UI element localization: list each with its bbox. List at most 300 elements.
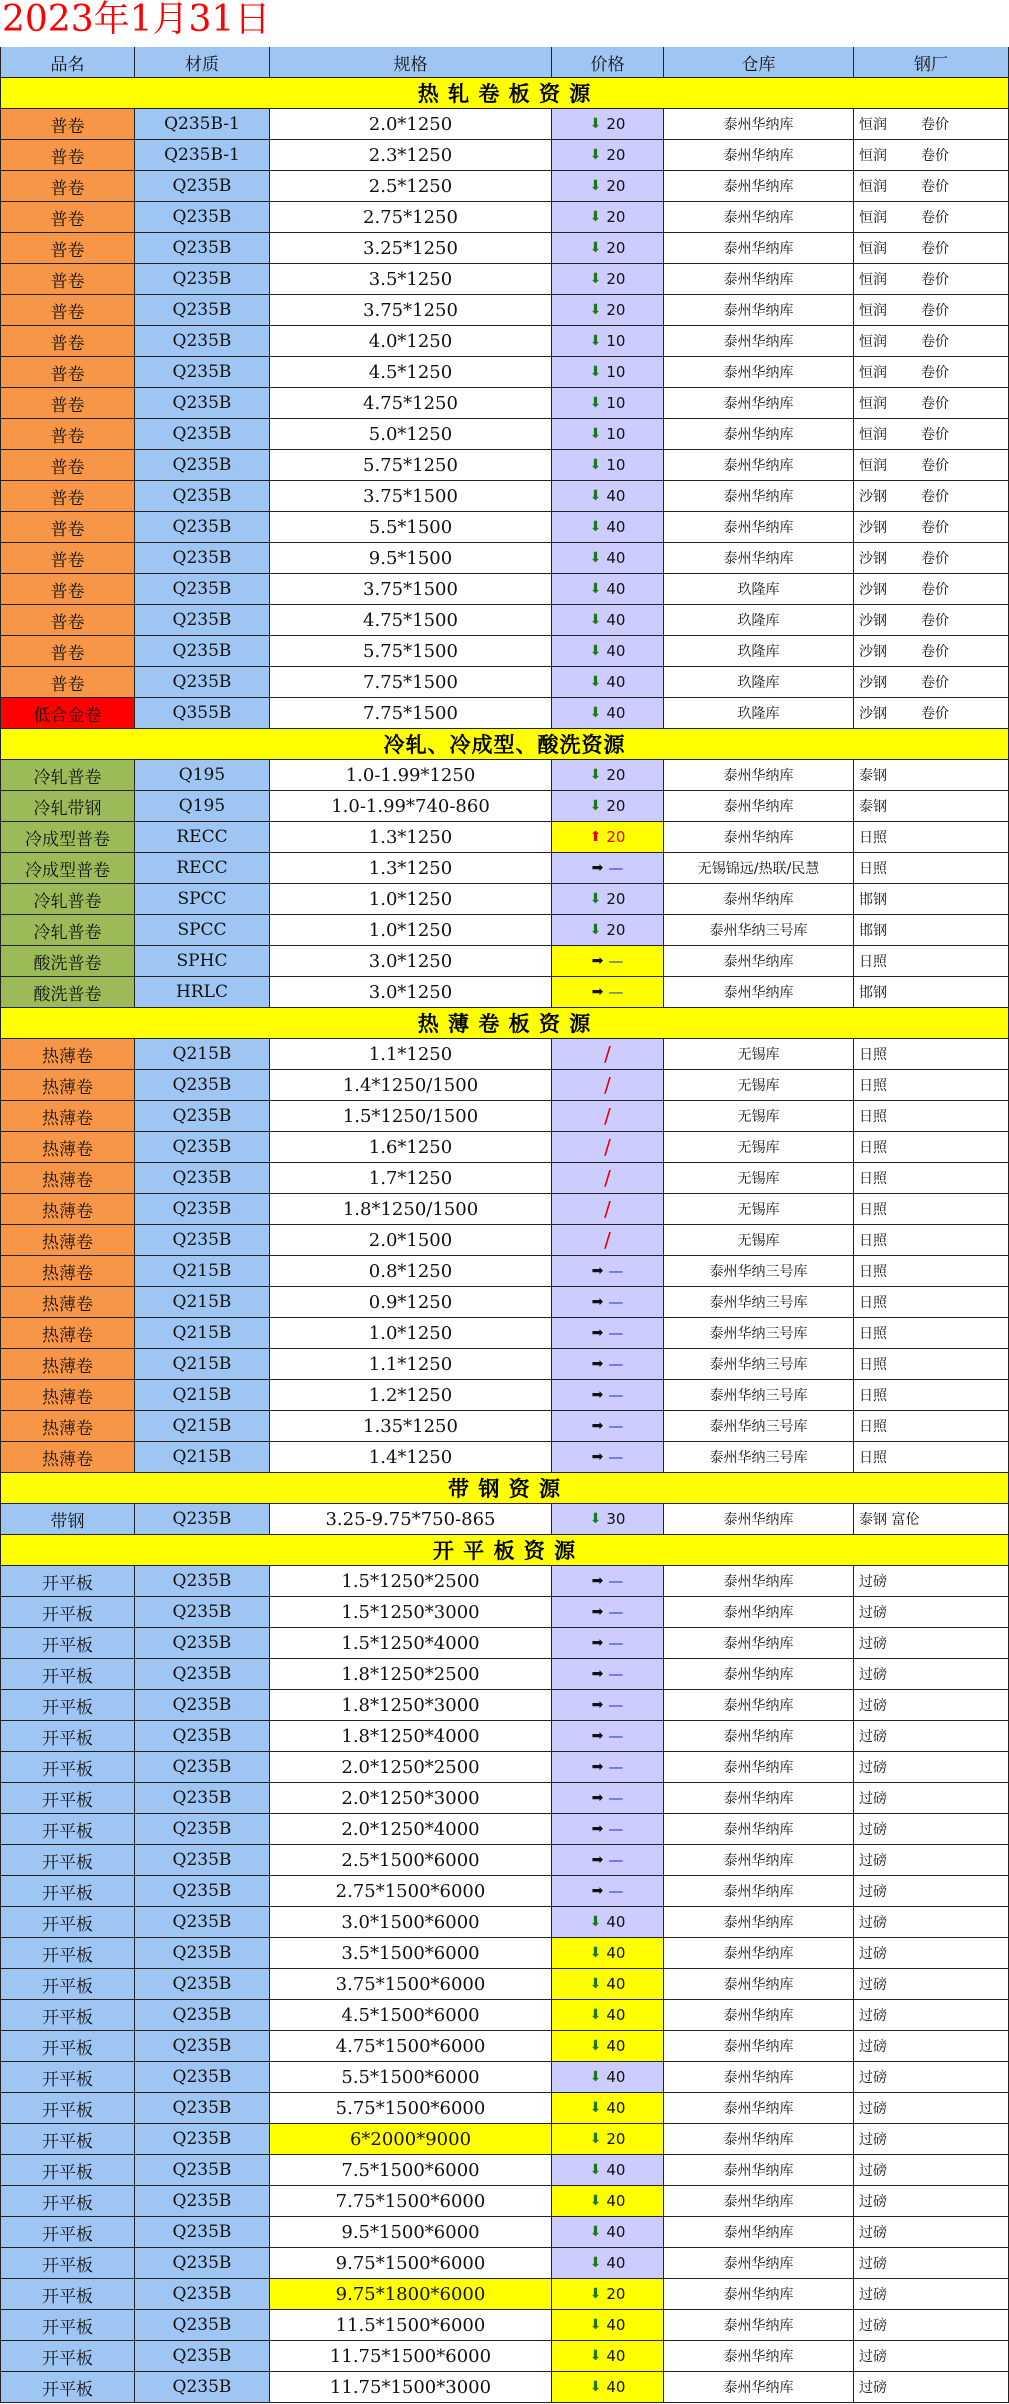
- material: Q235B: [135, 1566, 270, 1597]
- mill: [854, 1566, 1009, 1597]
- product-name[interactable]: 开平板: [0, 2062, 135, 2093]
- price: [552, 636, 664, 667]
- warehouse: 泰州华纳库: [664, 109, 854, 140]
- price-basis: 卷价: [921, 520, 949, 536]
- down-arrow-icon: ⬇: [589, 2286, 602, 2302]
- table-row: [0, 295, 1009, 326]
- product-name[interactable]: 开平板: [0, 2372, 135, 2403]
- price-value: 20: [606, 239, 626, 257]
- product-name[interactable]: 热薄卷: [0, 1442, 135, 1473]
- price-value: 40: [606, 2316, 626, 2334]
- spec: 1.8*1250/1500: [270, 1194, 552, 1225]
- material: Q235B: [135, 2155, 270, 2186]
- table-row: [0, 1225, 1009, 1256]
- mill: [854, 326, 1009, 357]
- mill-name: 恒润: [859, 272, 887, 288]
- mill-name: 沙钢: [859, 582, 887, 598]
- price: [552, 2124, 664, 2155]
- warehouse: 泰州华纳库: [664, 512, 854, 543]
- product-name[interactable]: 热薄卷: [0, 1132, 135, 1163]
- mill: [854, 1349, 1009, 1380]
- product-name[interactable]: 开平板: [0, 1938, 135, 1969]
- down-arrow-icon: ⬇: [589, 147, 602, 163]
- material: Q215B: [135, 1380, 270, 1411]
- price: [552, 977, 664, 1008]
- mill-name: 过磅: [859, 1760, 887, 1776]
- spec: 2.0*1250*3000: [270, 1783, 552, 1814]
- product-name[interactable]: 热薄卷: [0, 1225, 135, 1256]
- warehouse: 玖隆库: [664, 667, 854, 698]
- table-row: [0, 915, 1009, 946]
- price-value: —: [608, 1448, 624, 1466]
- price-basis: 卷价: [921, 117, 949, 133]
- mill-name: 过磅: [859, 1698, 887, 1714]
- warehouse: 无锡锦远/热联/民慧: [664, 853, 854, 884]
- product-name[interactable]: 热薄卷: [0, 1318, 135, 1349]
- price: [552, 1132, 664, 1163]
- down-arrow-icon: ⬇: [589, 457, 602, 473]
- material: Q235B: [135, 326, 270, 357]
- mill-name: 日照: [859, 861, 887, 877]
- product-name[interactable]: 冷成型普卷: [0, 853, 135, 884]
- table-row: [0, 1039, 1009, 1070]
- spec: 1.8*1250*3000: [270, 1690, 552, 1721]
- down-arrow-icon: ⬇: [589, 116, 602, 132]
- product-name[interactable]: 开平板: [0, 2279, 135, 2310]
- warehouse: 泰州华纳库: [664, 543, 854, 574]
- mill-name: 过磅: [859, 1791, 887, 1807]
- product-name[interactable]: 开平板: [0, 1814, 135, 1845]
- price: [552, 1566, 664, 1597]
- table-row: [0, 1132, 1009, 1163]
- spec: 2.5*1500*6000: [270, 1845, 552, 1876]
- price-value: 40: [606, 2223, 626, 2241]
- product-name[interactable]: 普卷: [0, 388, 135, 419]
- product-name[interactable]: 普卷: [0, 202, 135, 233]
- price-value: —: [608, 1572, 624, 1590]
- product-name[interactable]: 普卷: [0, 574, 135, 605]
- warehouse: 泰州华纳库: [664, 1659, 854, 1690]
- mill: [854, 171, 1009, 202]
- product-name[interactable]: 冷轧带钢: [0, 791, 135, 822]
- product-name[interactable]: 普卷: [0, 357, 135, 388]
- mill-name: 过磅: [859, 2256, 887, 2272]
- section-title: 热 薄 卷 板 资 源: [0, 1008, 1009, 1039]
- product-name[interactable]: 开平板: [0, 1566, 135, 1597]
- material: Q215B: [135, 1442, 270, 1473]
- spec: 1.3*1250: [270, 822, 552, 853]
- price-table: [0, 47, 1009, 2403]
- mill-name: 过磅: [859, 2101, 887, 2117]
- mill-name: 过磅: [859, 2132, 887, 2148]
- mill-name: 过磅: [859, 2070, 887, 2086]
- material: Q235B: [135, 1070, 270, 1101]
- material: Q235B: [135, 512, 270, 543]
- price-value: —: [608, 1851, 624, 1869]
- table-row: [0, 1380, 1009, 1411]
- section-header: [0, 78, 1009, 109]
- material: Q235B: [135, 574, 270, 605]
- price-basis: 卷价: [921, 458, 949, 474]
- mill: [854, 140, 1009, 171]
- product-name[interactable]: 酸洗普卷: [0, 946, 135, 977]
- product-name[interactable]: 开平板: [0, 2000, 135, 2031]
- price-value: 10: [606, 332, 626, 350]
- mill-name: 邯钢: [859, 892, 887, 908]
- down-arrow-icon: ⬇: [589, 705, 602, 721]
- material: SPHC: [135, 946, 270, 977]
- spec: 1.35*1250: [270, 1411, 552, 1442]
- price-basis: 卷价: [921, 334, 949, 350]
- warehouse: 泰州华纳库: [664, 388, 854, 419]
- material: Q235B: [135, 2000, 270, 2031]
- mill: [854, 2341, 1009, 2372]
- product-name[interactable]: 开平板: [0, 1597, 135, 1628]
- material: Q235B: [135, 1504, 270, 1535]
- price: [552, 2279, 664, 2310]
- price: [552, 1318, 664, 1349]
- product-name[interactable]: 普卷: [0, 233, 135, 264]
- price: [552, 202, 664, 233]
- price-basis: 卷价: [921, 241, 949, 257]
- spec: 1.7*1250: [270, 1163, 552, 1194]
- price-value: 20: [606, 208, 626, 226]
- table-row: [0, 1287, 1009, 1318]
- product-name[interactable]: 普卷: [0, 264, 135, 295]
- warehouse: 泰州华纳库: [664, 1814, 854, 1845]
- mill-name: 过磅: [859, 2194, 887, 2210]
- product-name[interactable]: 热薄卷: [0, 1163, 135, 1194]
- price-value: 40: [606, 580, 626, 598]
- material: Q235B: [135, 2031, 270, 2062]
- price: [552, 698, 664, 729]
- right-arrow-icon: ➡: [591, 984, 604, 1000]
- product-name[interactable]: 冷轧普卷: [0, 915, 135, 946]
- price-value: —: [608, 859, 624, 877]
- product-name[interactable]: 开平板: [0, 2186, 135, 2217]
- down-arrow-icon: ⬇: [589, 581, 602, 597]
- product-name[interactable]: 普卷: [0, 326, 135, 357]
- price: [552, 1845, 664, 1876]
- product-name[interactable]: 开平板: [0, 2124, 135, 2155]
- warehouse: 泰州华纳库: [664, 2124, 854, 2155]
- material: Q235B: [135, 2248, 270, 2279]
- product-name[interactable]: 普卷: [0, 419, 135, 450]
- warehouse: 泰州华纳三号库: [664, 1380, 854, 1411]
- product-name[interactable]: 普卷: [0, 512, 135, 543]
- material: Q235B: [135, 171, 270, 202]
- mill: [854, 2248, 1009, 2279]
- price-basis: 卷价: [921, 303, 949, 319]
- mill-name: 恒润: [859, 117, 887, 133]
- price-value: 10: [606, 456, 626, 474]
- product-name[interactable]: 热薄卷: [0, 1101, 135, 1132]
- price-value: —: [608, 1417, 624, 1435]
- material: Q215B: [135, 1411, 270, 1442]
- mill: [854, 1194, 1009, 1225]
- material: Q235B: [135, 1101, 270, 1132]
- product-name[interactable]: 开平板: [0, 1783, 135, 1814]
- price-value: 20: [606, 797, 626, 815]
- spec: 2.0*1500: [270, 1225, 552, 1256]
- mill: [854, 109, 1009, 140]
- price-value: 20: [606, 270, 626, 288]
- material: Q235B: [135, 450, 270, 481]
- product-name[interactable]: 冷轧普卷: [0, 760, 135, 791]
- product-name[interactable]: 普卷: [0, 543, 135, 574]
- price-basis: 卷价: [921, 365, 949, 381]
- mill-name: 过磅: [859, 2008, 887, 2024]
- spec: 1.1*1250: [270, 1349, 552, 1380]
- spec: 1.5*1250*3000: [270, 1597, 552, 1628]
- product-name[interactable]: 开平板: [0, 1876, 135, 1907]
- material: Q235B: [135, 1659, 270, 1690]
- mill-name: 日照: [859, 1171, 887, 1187]
- header-mill: 钢厂: [854, 47, 1009, 78]
- spec: 7.75*1500: [270, 698, 552, 729]
- mill-name: 恒润: [859, 427, 887, 443]
- warehouse: 无锡库: [664, 1194, 854, 1225]
- product-name[interactable]: 热薄卷: [0, 1287, 135, 1318]
- product-name[interactable]: 普卷: [0, 109, 135, 140]
- mill-name: 邯钢: [859, 923, 887, 939]
- down-arrow-icon: ⬇: [589, 2193, 602, 2209]
- header-name: 品名: [0, 47, 135, 78]
- material: Q235B: [135, 667, 270, 698]
- material: Q235B: [135, 1907, 270, 1938]
- right-arrow-icon: ➡: [591, 1697, 604, 1713]
- price-value: 10: [606, 394, 626, 412]
- spec: 3.5*1250: [270, 264, 552, 295]
- mill-name: 日照: [859, 1264, 887, 1280]
- price-value: —: [608, 952, 624, 970]
- material: Q215B: [135, 1039, 270, 1070]
- table-row: [0, 1597, 1009, 1628]
- spec: 0.8*1250: [270, 1256, 552, 1287]
- table-row: [0, 2310, 1009, 2341]
- warehouse: 泰州华纳库: [664, 2217, 854, 2248]
- table-row: [0, 760, 1009, 791]
- warehouse: 泰州华纳库: [664, 1969, 854, 2000]
- product-name[interactable]: 开平板: [0, 2310, 135, 2341]
- mill-name: 日照: [859, 954, 887, 970]
- mill-name: 日照: [859, 1295, 887, 1311]
- product-name[interactable]: 酸洗普卷: [0, 977, 135, 1008]
- mill: [854, 822, 1009, 853]
- table-row: [0, 1504, 1009, 1535]
- table-row: [0, 326, 1009, 357]
- right-arrow-icon: ➡: [591, 1666, 604, 1682]
- mill: [854, 1597, 1009, 1628]
- product-name[interactable]: 开平板: [0, 2031, 135, 2062]
- spec: 4.75*1250: [270, 388, 552, 419]
- material: Q235B: [135, 1969, 270, 2000]
- warehouse: 泰州华纳库: [664, 1504, 854, 1535]
- material: Q235B: [135, 2341, 270, 2372]
- table-row: [0, 2279, 1009, 2310]
- mill: [854, 419, 1009, 450]
- mill-name: 过磅: [859, 1605, 887, 1621]
- product-name[interactable]: 开平板: [0, 1907, 135, 1938]
- price-value: 20: [606, 2130, 626, 2148]
- down-arrow-icon: ⬇: [589, 2379, 602, 2395]
- mill: [854, 1938, 1009, 1969]
- product-name[interactable]: 普卷: [0, 605, 135, 636]
- down-arrow-icon: ⬇: [589, 2348, 602, 2364]
- table-header: [0, 47, 1009, 78]
- mill-name: 泰钢: [859, 768, 887, 784]
- down-arrow-icon: ⬇: [589, 519, 602, 535]
- spec: 2.0*1250*2500: [270, 1752, 552, 1783]
- table-row: [0, 202, 1009, 233]
- table-row: [0, 1318, 1009, 1349]
- product-name[interactable]: 开平板: [0, 1721, 135, 1752]
- price-value: 40: [606, 2161, 626, 2179]
- price-value: —: [608, 1789, 624, 1807]
- price-basis: 卷价: [921, 613, 949, 629]
- product-name[interactable]: 热薄卷: [0, 1380, 135, 1411]
- price: [552, 388, 664, 419]
- material: Q235B-1: [135, 140, 270, 171]
- product-name[interactable]: 热薄卷: [0, 1349, 135, 1380]
- product-name[interactable]: 开平板: [0, 1845, 135, 1876]
- product-name[interactable]: 普卷: [0, 636, 135, 667]
- mill: [854, 1969, 1009, 2000]
- spec: 9.5*1500: [270, 543, 552, 574]
- spec: 1.0*1250: [270, 884, 552, 915]
- spec: 3.75*1500*6000: [270, 1969, 552, 2000]
- product-name[interactable]: 开平板: [0, 2217, 135, 2248]
- product-name[interactable]: 开平板: [0, 1969, 135, 2000]
- price-value: 20: [606, 177, 626, 195]
- mill: [854, 295, 1009, 326]
- product-name[interactable]: 热薄卷: [0, 1256, 135, 1287]
- mill-name: 恒润: [859, 365, 887, 381]
- product-name[interactable]: 普卷: [0, 171, 135, 202]
- product-name[interactable]: 冷轧普卷: [0, 884, 135, 915]
- spec: 0.9*1250: [270, 1287, 552, 1318]
- material: Q235B: [135, 1845, 270, 1876]
- product-name[interactable]: 热薄卷: [0, 1039, 135, 1070]
- price: [552, 1969, 664, 2000]
- mill: [854, 264, 1009, 295]
- product-name[interactable]: 开平板: [0, 1628, 135, 1659]
- product-name[interactable]: 开平板: [0, 1752, 135, 1783]
- right-arrow-icon: ➡: [591, 1883, 604, 1899]
- mill-name: 恒润: [859, 396, 887, 412]
- price-value: /: [604, 1166, 611, 1190]
- price-value: —: [608, 1293, 624, 1311]
- material: Q235B: [135, 419, 270, 450]
- price-value: 40: [606, 1944, 626, 1962]
- product-name[interactable]: 开平板: [0, 2155, 135, 2186]
- material: Q355B: [135, 698, 270, 729]
- table-row: [0, 357, 1009, 388]
- table-row: [0, 698, 1009, 729]
- mill-name: 日照: [859, 1078, 887, 1094]
- product-name[interactable]: 普卷: [0, 667, 135, 698]
- price-value: /: [604, 1135, 611, 1159]
- warehouse: 泰州华纳库: [664, 357, 854, 388]
- product-name[interactable]: 普卷: [0, 140, 135, 171]
- mill: [854, 1783, 1009, 1814]
- warehouse: 无锡库: [664, 1039, 854, 1070]
- mill-name: 沙钢: [859, 613, 887, 629]
- table-row: [0, 1876, 1009, 1907]
- price: [552, 171, 664, 202]
- product-name[interactable]: 开平板: [0, 2248, 135, 2279]
- material: Q235B: [135, 2310, 270, 2341]
- material: HRLC: [135, 977, 270, 1008]
- product-name[interactable]: 低合金卷: [0, 698, 135, 729]
- price-value: 20: [606, 890, 626, 908]
- material: Q235B: [135, 1752, 270, 1783]
- product-name[interactable]: 带钢: [0, 1504, 135, 1535]
- material: Q235B: [135, 1814, 270, 1845]
- down-arrow-icon: ⬇: [589, 209, 602, 225]
- material: Q235B: [135, 1163, 270, 1194]
- price: [552, 450, 664, 481]
- mill-name: 恒润: [859, 241, 887, 257]
- price: [552, 2155, 664, 2186]
- spec: 1.8*1250*2500: [270, 1659, 552, 1690]
- product-name[interactable]: 热薄卷: [0, 1411, 135, 1442]
- section-header: [0, 729, 1009, 760]
- material: Q235B: [135, 543, 270, 574]
- warehouse: 玖隆库: [664, 698, 854, 729]
- price-value: 40: [606, 549, 626, 567]
- warehouse: 泰州华纳库: [664, 1597, 854, 1628]
- product-name[interactable]: 热薄卷: [0, 1070, 135, 1101]
- section-title: 带 钢 资 源: [0, 1473, 1009, 1504]
- price-basis: 卷价: [921, 272, 949, 288]
- price-value: —: [608, 1758, 624, 1776]
- mill-name: 过磅: [859, 2287, 887, 2303]
- product-name[interactable]: 普卷: [0, 450, 135, 481]
- price: [552, 2310, 664, 2341]
- material: RECC: [135, 822, 270, 853]
- warehouse: 泰州华纳库: [664, 2000, 854, 2031]
- price: [552, 1659, 664, 1690]
- material: Q235B: [135, 2093, 270, 2124]
- price: [552, 2093, 664, 2124]
- spec: 5.5*1500*6000: [270, 2062, 552, 2093]
- mill-name: 沙钢: [859, 489, 887, 505]
- product-name[interactable]: 热薄卷: [0, 1194, 135, 1225]
- price: [552, 2248, 664, 2279]
- price-value: /: [604, 1073, 611, 1097]
- product-name[interactable]: 普卷: [0, 481, 135, 512]
- section-header: [0, 1535, 1009, 1566]
- product-name[interactable]: 开平板: [0, 1659, 135, 1690]
- mill: [854, 543, 1009, 574]
- product-name[interactable]: 冷成型普卷: [0, 822, 135, 853]
- section-title: 冷轧、冷成型、酸洗资源: [0, 729, 1009, 760]
- warehouse: 泰州华纳库: [664, 295, 854, 326]
- spec: 2.0*1250: [270, 109, 552, 140]
- product-name[interactable]: 开平板: [0, 1690, 135, 1721]
- table-row: [0, 1349, 1009, 1380]
- product-name[interactable]: 普卷: [0, 295, 135, 326]
- spec: 1.6*1250: [270, 1132, 552, 1163]
- mill: [854, 450, 1009, 481]
- product-name[interactable]: 开平板: [0, 2093, 135, 2124]
- price: [552, 1256, 664, 1287]
- product-name[interactable]: 开平板: [0, 2341, 135, 2372]
- price-value: —: [608, 1603, 624, 1621]
- warehouse: 泰州华纳库: [664, 326, 854, 357]
- warehouse: 玖隆库: [664, 574, 854, 605]
